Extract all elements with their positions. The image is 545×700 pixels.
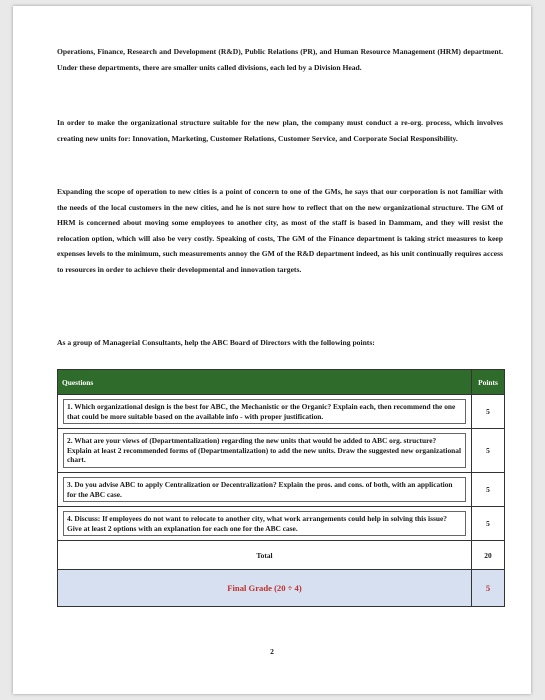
- questions-header: Questions: [58, 370, 472, 395]
- table-row: [58, 429, 505, 473]
- total-row: [58, 541, 505, 570]
- question-text: 1. Which organizational design is the best for ABC, the Mechanistic or the Organic? Explain each, then recommend the one that could be more suitable based on the available info - with proper justification.: [63, 399, 466, 424]
- table-row: [58, 472, 505, 506]
- table-header-row: [58, 370, 505, 395]
- final-grade-label: Final Grade (20 ÷ 4): [58, 570, 472, 607]
- questions-table: [57, 369, 505, 607]
- paragraph-departments: Operations, Finance, Research and Development (R&D), Public Relations (PR), and Human Resource Management (HRM) department. Under these departments, there are smaller units called divisions, each led by a Division Head.: [57, 47, 503, 72]
- paragraph-instructions: As a group of Managerial Consultants, help the ABC Board of Directors with the following points:: [57, 338, 375, 347]
- table-row: [58, 395, 505, 429]
- page-number: 2: [270, 647, 274, 656]
- question-points: 5: [472, 395, 505, 429]
- table-row: [58, 507, 505, 541]
- total-label: Total: [58, 541, 472, 570]
- final-grade-row: [58, 570, 505, 607]
- question-text: 2. What are your views of (Departmentalization) regarding the new units that would be added to ABC org. structure? Explain at least 2 recommended forms of (Departmentalization) to add the new units. Draw the suggested new organizational chart.: [63, 433, 466, 468]
- question-points: 5: [472, 507, 505, 541]
- total-value: 20: [472, 541, 505, 570]
- question-text: 4. Discuss: If employees do not want to relocate to another city, what work arrangements could help in solving this issue? Give at least 2 options with an explanation for each one for the ABC case.: [63, 511, 466, 536]
- points-header: Points: [472, 370, 505, 395]
- question-points: 5: [472, 472, 505, 506]
- paragraph-expansion-concerns: Expanding the scope of operation to new cities is a point of concern to one of the GMs, he says that our corporation is not familiar with the needs of the local customers in the new cities, and he is not sure how to reflect that on the new organizational structure. The GM of HRM is concerned about moving some employees to another city, as most of the staff is based in Dammam, and they will resist the relocation option, which will also be very costly. Speaking of costs, The GM of the Finance department is taking strict measures to keep expenses levels to the minimum, such measurements annoy the GM of the R&D department indeed, as his unit continually requires access to resources in order to achieve their developmental and innovation targets.: [57, 187, 503, 274]
- question-points: 5: [472, 429, 505, 473]
- question-text: 3. Do you advise ABC to apply Centralization or Decentralization? Explain the pros. and cons. of both, with an application for the ABC case.: [63, 477, 466, 502]
- final-grade-value: 5: [472, 570, 505, 607]
- document-page: [13, 6, 531, 694]
- paragraph-reorg: In order to make the organizational structure suitable for the new plan, the company must conduct a re-org. process, which involves creating new units for: Innovation, Marketing, Customer Relations, Customer Service, and Corporate Social Responsibility.: [57, 118, 503, 143]
